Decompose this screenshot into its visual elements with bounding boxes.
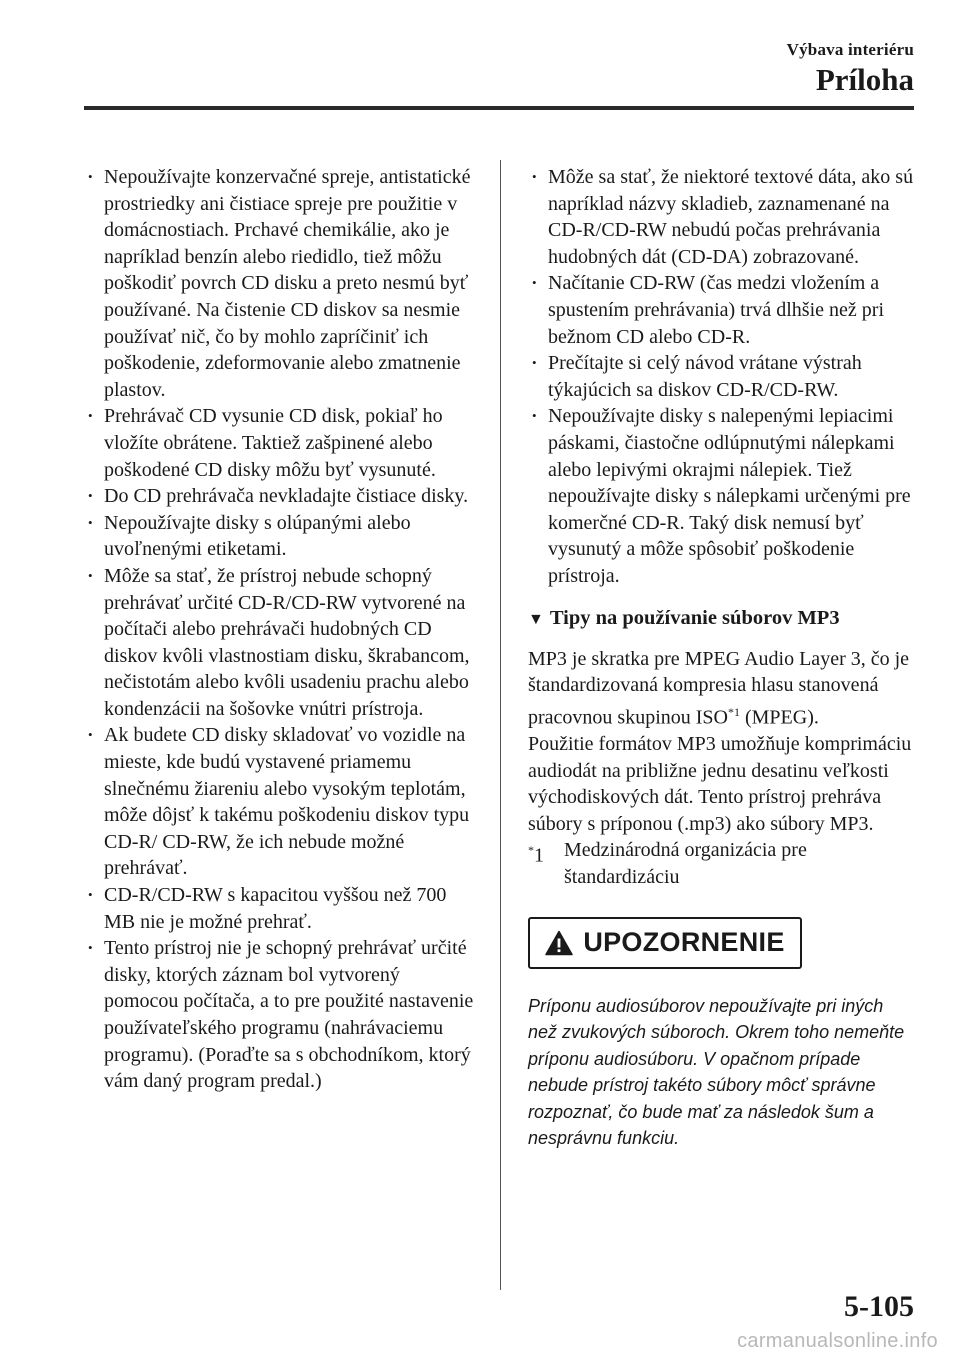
list-item: • Načítanie CD-RW (čas medzi vložením a spustením prehrávania) trvá dlhšie než pri bežnom CD alebo CD-R. xyxy=(528,270,914,350)
footnote-marker xyxy=(528,837,544,869)
footnote-reference: *1 xyxy=(727,704,740,719)
list-item: • Prečítajte si celý návod vrátane výstrah týkajúcich sa diskov CD-R/CD-RW. xyxy=(528,350,914,403)
header-subtitle: Výbava interiéru xyxy=(786,40,914,59)
triangle-marker-icon: ▼ xyxy=(528,610,544,628)
mp3-usage-paragraph: Použitie formátov MP3 umožňuje komprimáciu audiodát na približne jednu desatinu veľkosti východiskových dát. Tento prístroj prehráva súbory s príponou (.mp3) ako súbory MP3. xyxy=(528,732,912,835)
list-item: • Nepoužívajte disky s olúpanými alebo uvoľnenými etiketami. xyxy=(84,510,478,563)
footnote-number: 1 xyxy=(534,844,544,867)
list-item: • CD-R/CD-RW s kapacitou vyššou než 700 MB nie je možné prehrať. xyxy=(84,882,478,935)
mp3-paragraph-text: MP3 je skratka pre MPEG Audio Layer 3, čo je štandardizovaná kompresia hlasu stanovená pracovnou skupinou ISO xyxy=(528,647,910,729)
warning-triangle-icon xyxy=(545,930,573,956)
footnote-text: Medzinárodná organizácia pre štandardizáciu xyxy=(564,839,807,888)
list-item: • Ak budete CD disky skladovať vo vozidle na mieste, kde budú vystavené priamemu slnečnému žiareniu alebo vysokým teplotám, môže dôjsť k takému poškodeniu diskov typu CD-R/ CD-RW, že ich nebude možné prehrávať. xyxy=(84,722,478,882)
caution-text: Príponu audiosúborov nepoužívajte pri iných než zvukových súboroch. Okrem toho nemeňte príponu audiosúboru. V opačnom prípade nebude prístroj takéto súbory môcť správne rozpoznať, čo bude mať za následok šum a nesprávnu funkciu. xyxy=(528,995,905,1149)
column-divider xyxy=(500,160,501,1290)
page-number: 5-105 xyxy=(844,1290,914,1323)
list-item: • Nepoužívajte disky s nalepenými lepiacimi páskami, čiastočne odlúpnutými nálepkami alebo lepivými okrajmi nálepiek. Tiež nepoužívajte disky s nálepkami určenými pre komerčné CD-R. Taký disk nemusí byť vysunutý a môže spôsobiť poškodenie prístroja. xyxy=(528,403,914,589)
header-rule xyxy=(84,106,914,110)
list-item: • Môže sa stať, že prístroj nebude schopný prehrávať určité CD-R/CD-RW vytvorené na počítači alebo prehrávači hudobných CD diskov kvôli vlastnostiam disku, škrabancom, nečistotám alebo kvôli usadeniu prachu alebo kondenzácii na šošovke vnútri prístroja. xyxy=(84,563,478,723)
caution-box xyxy=(528,917,802,969)
list-item: • Môže sa stať, že niektoré textové dáta, ako sú napríklad názvy skladieb, zaznamenané na CD-R/CD-RW nebudú počas prehrávania hudobných dát (CD-DA) zobrazované. xyxy=(528,164,914,270)
left-bullet-list xyxy=(84,164,478,1095)
list-item: • Do CD prehrávača nevkladajte čistiace disky. xyxy=(84,483,478,510)
right-bullet-list xyxy=(528,164,914,590)
watermark: carmanualsonline.info xyxy=(737,1330,938,1352)
mp3-paragraph-tail: (MPEG). xyxy=(739,706,819,729)
section-title: Tipy na používanie súborov MP3 xyxy=(549,606,840,629)
footnote xyxy=(528,837,914,890)
page-title: Príloha xyxy=(815,62,914,97)
caution-label: UPOZORNENIE xyxy=(583,927,785,957)
right-column xyxy=(528,164,914,1152)
section-heading xyxy=(528,607,914,630)
footnote-star: * xyxy=(528,843,534,858)
mp3-paragraph xyxy=(528,646,914,731)
list-item: • Nepoužívajte konzervačné spreje, antistatické prostriedky ani čistiace spreje pre použitie v domácnostiach. Prchavé chemikálie, ako je napríklad benzín alebo riedidlo, tiež môžu poškodiť povrch CD disku a preto nesmú byť používané. Na čistenie CD diskov sa nesmie používať nič, čo by mohlo zapríčiniť ich poškodenie, zdeformovanie alebo zmatnenie plastov. xyxy=(84,164,478,403)
left-column xyxy=(84,164,478,1095)
list-item: • Prehrávač CD vysunie CD disk, pokiaľ ho vložíte obrátene. Taktiež zašpinené alebo poškodené CD disky môžu byť vysunuté. xyxy=(84,403,478,483)
list-item: • Tento prístroj nie je schopný prehrávať určité disky, ktorých záznam bol vytvorený pomocou počítača, a to pre použité nastavenie používateľského programu (nahrávaciemu programu). (Poraďte sa s obchodníkom, ktorý vám daný program predal.) xyxy=(84,935,478,1095)
